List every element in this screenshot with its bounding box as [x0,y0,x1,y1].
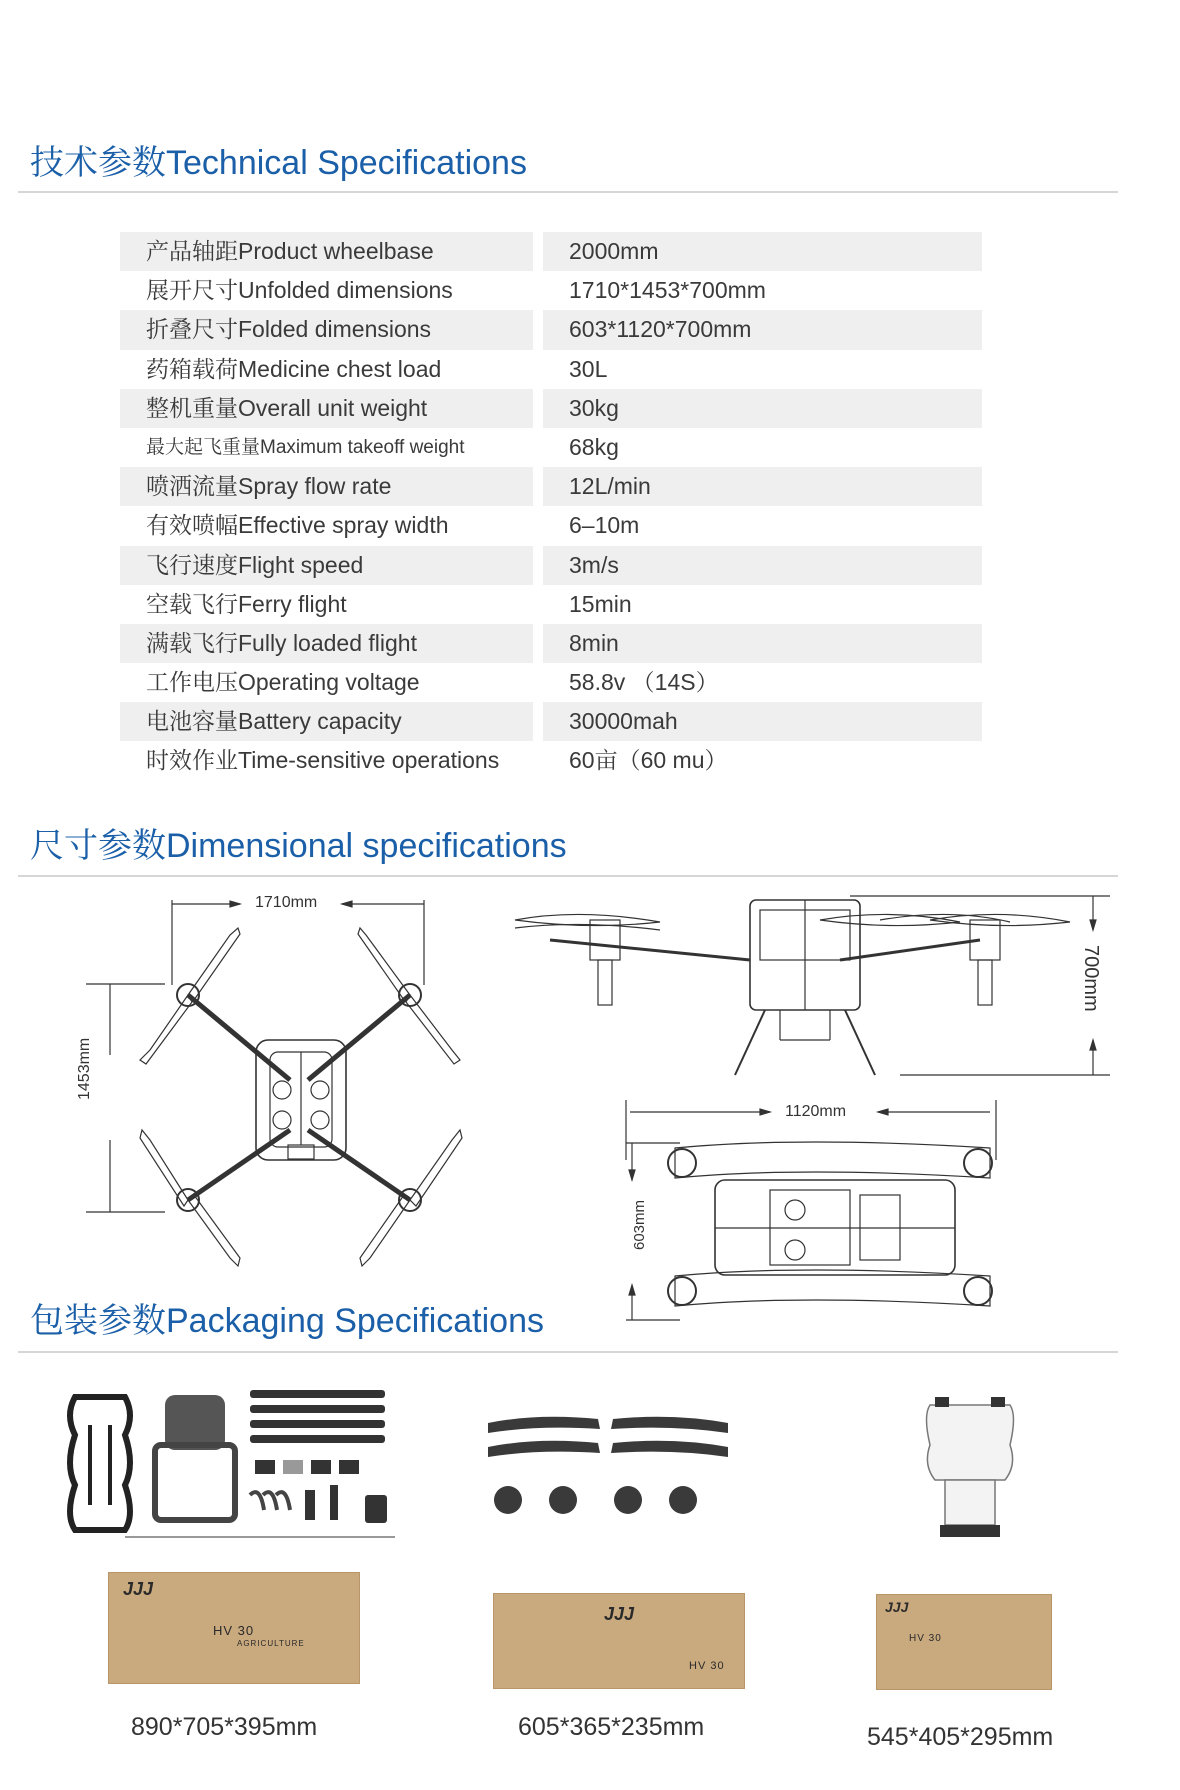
table-row [120,585,982,624]
box-sub-label: AGRICULTURE [237,1639,305,1648]
table-row [120,663,982,702]
spec-name: 药箱载荷Medicine chest load [146,355,442,382]
spec-name: 时效作业Time-sensitive operations [146,747,500,774]
package-contents-2-image [478,1405,748,1535]
spec-name: 飞行速度Flight speed [120,546,533,585]
spec-name: 电池容量Battery capacity [120,702,533,741]
package-1-size: 890*705*395mm [131,1713,318,1741]
packing-box-1 [108,1572,360,1684]
pack-section-title: 包装参数Packaging Specifications [30,1302,545,1340]
spec-value: 8min [543,624,982,663]
spec-value: 1710*1453*700mm [569,277,766,304]
package-contents-3-image [915,1385,1025,1545]
package-3-size: 545*405*295mm [867,1723,1054,1751]
spec-value: 15min [569,590,632,617]
spec-name: 产品轴距Product wheelbase [120,232,533,271]
package-2-size: 605*365*235mm [518,1713,705,1741]
spec-name: 有效喷幅Effective spray width [146,512,449,539]
spec-value: 58.8v （14S） [569,669,719,696]
spec-name: 展开尺寸Unfolded dimensions [146,277,453,304]
spec-name: 空载飞行Ferry flight [146,590,347,617]
folded-length-label: 603mm [631,1199,648,1250]
brand-logo: JJJ [123,1579,154,1599]
table-row [120,467,982,506]
spec-name: 折叠尺寸Folded dimensions [120,310,533,349]
table-row [120,506,982,545]
tech-divider [18,191,1118,193]
table-row [120,232,982,271]
folded-view-drawing [620,1100,1010,1330]
spec-value: 30L [569,355,608,382]
folded-width-label: 1120mm [785,1103,847,1120]
length-dimension-label: 1453mm [76,1037,93,1100]
spec-value: 60亩（60 mu） [569,747,728,774]
table-row [120,624,982,663]
table-row [120,389,982,428]
spec-name: 满载飞行Fully loaded flight [120,624,533,663]
brand-logo: JJJ [604,1604,635,1624]
packing-box-3 [876,1594,1052,1690]
spec-name: 整机重量Overall unit weight [120,389,533,428]
table-row [120,428,982,467]
dims-section-title: 尺寸参数Dimensional specifications [30,827,567,865]
spec-value: 68kg [569,433,619,460]
table-row [120,310,982,349]
tech-section-title: 技术参数Technical Specifications [30,144,527,182]
spec-value: 2000mm [543,232,982,271]
spec-name: 最大起飞重量Maximum takeoff weight [146,436,465,458]
width-dimension-label: 1710mm [255,894,318,911]
spec-value: 3m/s [543,546,982,585]
spec-value: 12L/min [543,467,982,506]
box-model-label: HV 30 [909,1633,942,1644]
packing-box-2 [493,1593,745,1689]
spec-name: 喷洒流量Spray flow rate [120,467,533,506]
dims-divider [18,875,1118,877]
table-row [120,741,982,780]
brand-logo: JJJ [885,1599,909,1615]
box-model-label: HV 30 [689,1660,725,1672]
pack-divider [18,1351,1118,1353]
top-view-drawing [80,890,500,1290]
spec-value: 603*1120*700mm [543,310,982,349]
side-view-drawing [510,890,1120,1090]
package-contents-1-image [55,1385,405,1545]
box-model-label: HV 30 [213,1623,255,1638]
spec-table [120,232,982,781]
spec-value: 30000mah [543,702,982,741]
table-row [120,702,982,741]
table-row [120,271,982,310]
height-dimension-label: 700mm [1080,945,1102,1012]
spec-value: 6–10m [569,512,640,539]
table-row [120,546,982,585]
spec-name: 工作电压Operating voltage [146,669,420,696]
spec-value: 30kg [543,389,982,428]
table-row [120,350,982,389]
